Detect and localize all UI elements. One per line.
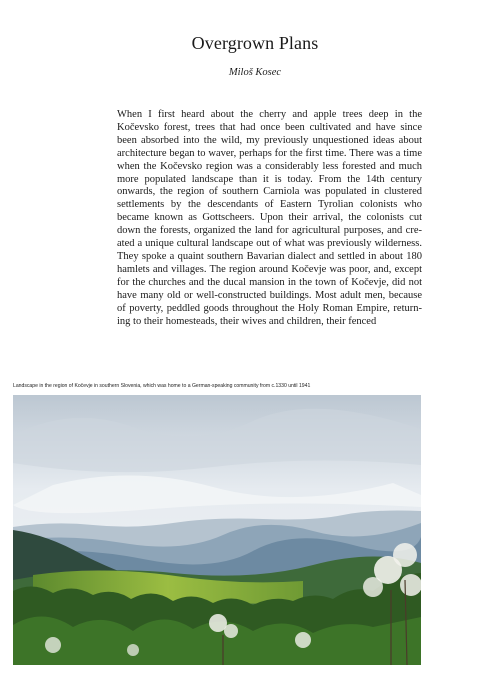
article-body: When I first heard about the cherry and apple trees deep in the Kočevsko forest, trees that had once been cultivated and have since been absorbed into the wild, my previously unquestioned ideas about architecture began to waver, perhaps for the first time. There was a time when the Kočevsko region was a considerably less forested and much more populated landscape than it is today. From the 14th century onwards, the region of southern Carniola was populated in clustered settlements by the descendants of Eastern Tyrolian colonists who became known as Gottscheers. Upon their arrival, the colonists cut down the forests, organized the land for agricultural purposes, and created a unique cultural landscape out of what was previously wilderness. They spoke a quaint southern Bavarian dialect and settled in about 180 hamlets and villages. The region around Kočevje was poor, and, except for the churches and the ducal mansion in the town of Kočevje, did not have many old or well-constructed buildings. Most adult men, because of poverty, peddled goods throughout the Holy Roman Empire, returning to their homesteads, their wives and children, their fenced — [117, 109, 422, 327]
article-title: Overgrown Plans — [191, 33, 319, 53]
landscape-photo — [13, 395, 421, 665]
figure-caption: Landscape in the region of Kočevje in southern Slovenia, which was home to a German-speaking community from c.1330 until 1941 — [13, 383, 311, 389]
article-author: Miloš Kosec — [228, 67, 282, 78]
landscape-illustration — [13, 395, 421, 665]
